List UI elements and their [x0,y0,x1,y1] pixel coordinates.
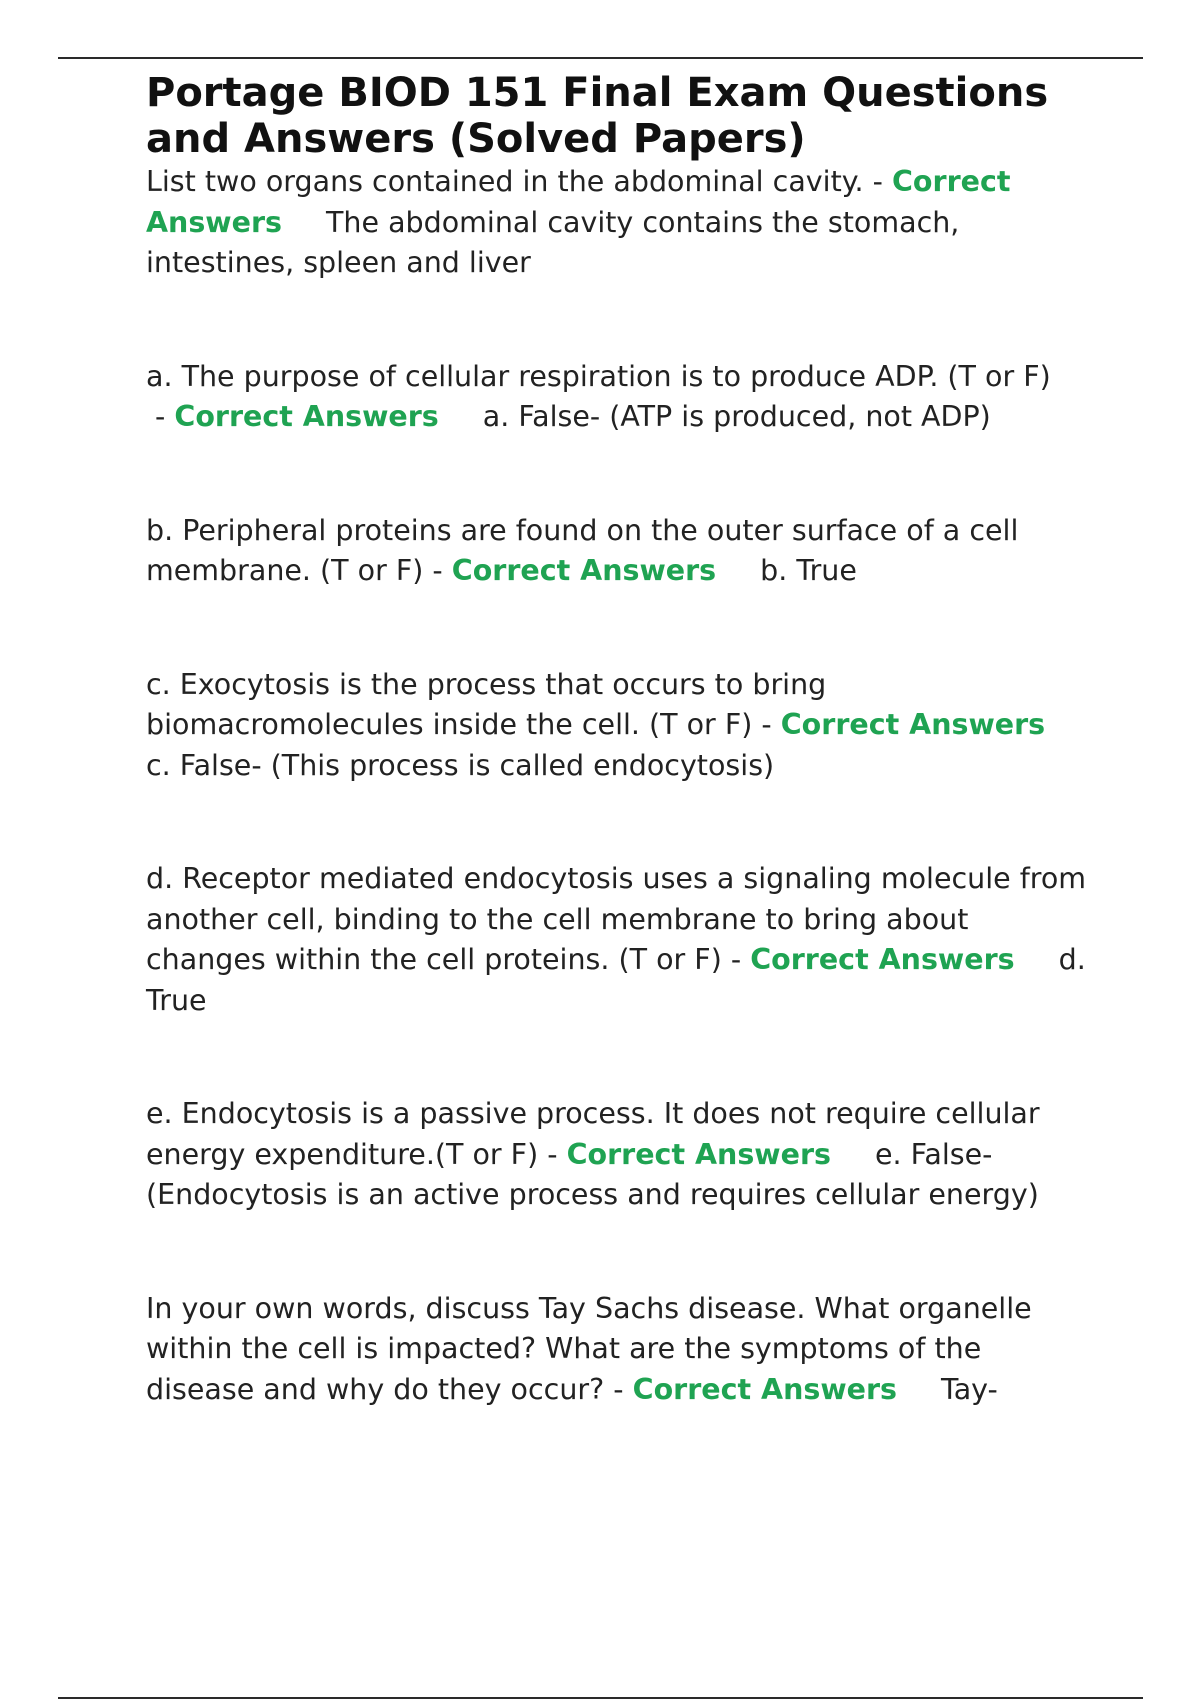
separator: - [752,708,781,741]
separator: - [604,1372,633,1406]
question-text: List two organs contained in the abdominal cavity. [146,165,864,198]
qa-item-abdominal-cavity [146,162,1091,284]
separator: - [721,943,751,976]
answer-text: d. True [146,943,1086,1017]
qa-item-tay-sachs [146,1289,1091,1411]
question-text: d. Receptor mediated endocytosis uses a signaling molecule from another cell, binding to the cell membrane to bring about changes within the cell proteins. (T or F) [146,862,1087,976]
correct-answers-label: Correct Answers [780,708,1046,741]
correct-answers-label: Correct Answers [146,165,1011,239]
qa-item-a-cellular-respiration [146,357,1091,438]
top-rule [58,57,1143,59]
answer-text: c. False- (This process is called endocytosis) [146,748,775,782]
answer-text: Tay- [941,1372,998,1406]
qa-item-d-receptor-mediated [146,859,1091,1021]
qa-item-e-endocytosis [146,1094,1091,1216]
correct-answers-label: Correct Answers [451,554,717,587]
question-text: a. The purpose of cellular respiration is to produce ADP. (T or F) [146,359,1051,393]
answer-text: a. False- (ATP is produced, not ADP) [482,400,991,433]
separator: - [146,400,175,433]
separator: - [863,165,893,198]
document-title: Portage BIOD 151 Final Exam Questions and Answers (Solved Papers) [146,70,1049,162]
answer-text: The abdominal cavity contains the stomach, intestines, spleen and liver [146,205,960,279]
page-content [146,70,1091,1410]
correct-answers-label: Correct Answers [174,400,439,433]
separator: - [423,554,452,587]
question-text: b. Peripheral proteins are found on the outer surface of a cell membrane. (T or F) [146,513,1019,587]
separator: - [538,1137,567,1171]
question-text: In your own words, discuss Tay Sachs disease. What organelle within the cell is impacted? What are the symptoms of the disease and why do they occur? [146,1291,1032,1406]
qa-item-c-exocytosis [146,665,1091,787]
answer-text: e. False- (Endocytosis is an active process and requires cellular energy) [146,1137,1039,1211]
correct-answers-label: Correct Answers [750,943,1015,976]
question-text: e. Endocytosis is a passive process. It does not require cellular energy expenditure.(T or F) [146,1097,1040,1171]
answer-text: b. True [760,554,857,587]
correct-answers-label: Correct Answers [632,1372,898,1406]
question-text: c. Exocytosis is the process that occurs to bring biomacromolecules inside the cell. (T or F) [146,667,827,741]
correct-answers-label: Correct Answers [566,1137,831,1171]
bottom-rule [58,1697,1143,1699]
qa-item-b-peripheral-proteins [146,511,1091,592]
